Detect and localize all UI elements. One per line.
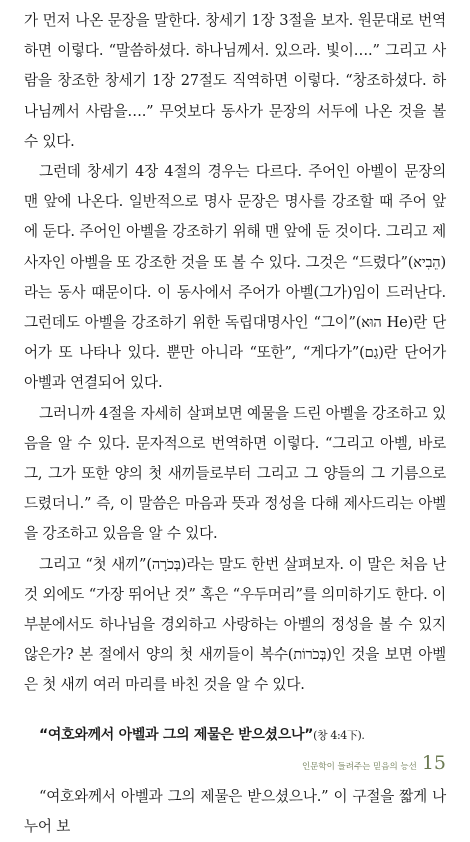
page-footer	[302, 752, 446, 774]
running-title: 인문학이 들려주는 믿음의 능선	[301, 762, 417, 772]
scripture-citation: (창 4:4下).	[313, 728, 365, 742]
scripture-quote-text: “여호와께서 아벨과 그의 제물은 받으셨으나”	[39, 726, 314, 743]
body-paragraph: “여호와께서 아벨과 그의 제물은 받으셨으나.” 이 구절을 짧게 나누어 보	[24, 787, 446, 835]
body-paragraph: 그리고 “첫 새끼”(בְּכֹרָה)라는 말도 한번 살펴보자. 이 말은 처음 난 것 외에도 “가장 뛰어난 것” 혹은 “우두머리”를 의미하기도 한다. 이 부분에서도 하나님을 경외하고 사랑하는 아벨의 정성을 볼 수 있지 않은가? 본 절에서 양의 첫 새끼들이 복수(בְּכֹרוֹת)인 것을 보면 아벨은 첫 새끼 여러 마리를 바친 것을 알 수 있다.	[24, 555, 447, 694]
spacer	[24, 701, 446, 723]
body-paragraph: 가 먼저 나온 문장을 말한다. 창세기 1장 3절을 보자. 원문대로 번역하면 이렇다. “말씀하셨다. 하나님께서. 있으라. 빛이….” 그리고 사람을 창조한 창세기 1장 27절도 직역하면 이렇다. “창조하셨다. 하나님께서 사람을….” 무엇보다 동사가 문장의 서두에 나온 것을 볼 수 있다.	[24, 12, 446, 150]
body-paragraph: 그런데 창세기 4장 4절의 경우는 다르다. 주어인 아벨이 문장의 맨 앞에 나온다. 일반적으로 명사 문장은 명사를 강조할 때 주어 앞에 둔다. 주어인 아벨을 강조하기 위해 맨 앞에 둔 것이다. 그리고 제사자인 아벨을 또 강조한 것을 또 볼 수 있다. 그것은 “드렸다”(הֵבִיא)라는 동사 때문이다. 이 동사에서 주어가 아벨(그가)임이 드러난다. 그런데도 아벨을 강조하기 위한 독립대명사인 “그이”(הוּא He)란 단어가 또 나타나 있다. 뿐만 아니라 “또한”, “게다가”(גַם)란 단어가 아벨과 연결되어 있다.	[24, 163, 446, 392]
scripture-quote	[24, 723, 446, 748]
body-paragraph: 그러니까 4절을 자세히 살펴보면 예물을 드린 아벨을 강조하고 있음을 알 수 있다. 문자적으로 번역하면 이렇다. “그리고 아벨, 바로 그, 그가 또한 양의 첫 새끼들로부터 그리고 그 양들의 그 기름으로 드렸더니.” 즉, 이 말씀은 마음과 뜻과 정성을 다해 제사드리는 아벨을 강조하고 있음을 알 수 있다.	[24, 404, 446, 543]
page-body	[24, 6, 446, 842]
page-number: 15	[421, 752, 446, 774]
